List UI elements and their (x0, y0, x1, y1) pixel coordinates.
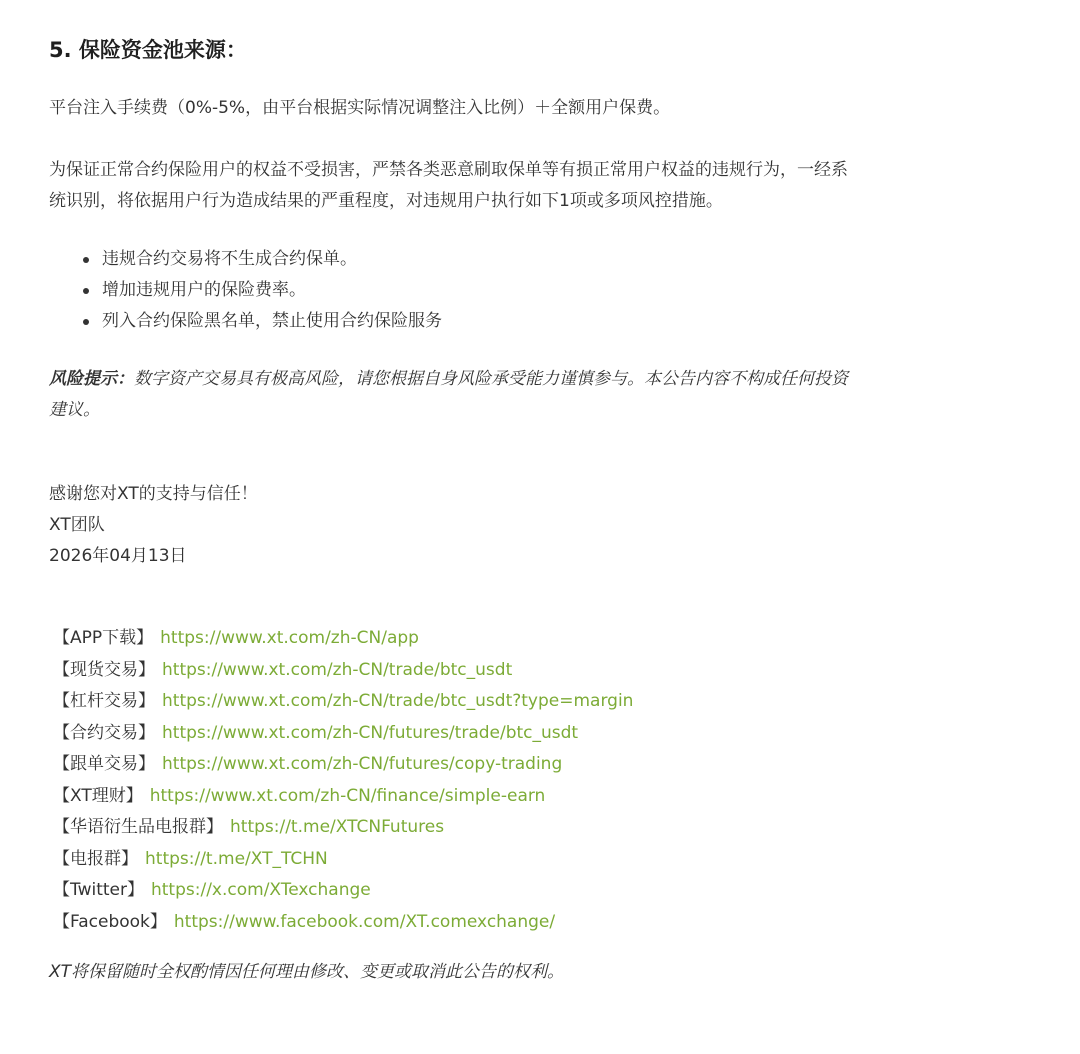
link-label: 【APP下载】 (53, 628, 154, 648)
link-row-copy (53, 749, 633, 781)
simple-earn-link[interactable]: https://www.xt.com/zh-CN/finance/simple-earn (149, 785, 546, 806)
list-item (81, 306, 442, 337)
thanks-text: 感谢您对XT的支持与信任！ (49, 484, 258, 504)
bullet-icon (83, 319, 89, 325)
list-item (81, 275, 442, 306)
risk-warning-line-2: 建议。 (49, 400, 100, 420)
risk-warning-text: 数字资产交易具有极高风险，请您根据自身风险承受能力谨慎参与。本公告内容不构成任何投资 (134, 369, 848, 389)
link-label: 【Facebook】 (53, 911, 167, 932)
link-row-telegram (53, 844, 633, 876)
link-row-facebook (53, 907, 633, 939)
link-label: 【Twitter】 (53, 880, 144, 900)
link-row-futures (53, 718, 633, 750)
rules-line-1: 为保证正常合约保险用户的权益不受损害，严禁各类恶意刷取保单等有损正常用户权益的违规行为，一经系 (49, 160, 848, 180)
links-list (53, 623, 633, 938)
twitter-link[interactable]: https://x.com/XTexchange (150, 880, 371, 900)
link-label: 【XT理财】 (53, 785, 143, 806)
link-label: 【杠杆交易】 (53, 691, 155, 711)
announcement-date: 2026年04月13日 (49, 546, 187, 566)
futures-trading-link[interactable]: https://www.xt.com/zh-CN/futures/trade/btc_usdt (162, 722, 579, 743)
link-row-twitter (53, 875, 633, 907)
link-row-cn-telegram (53, 812, 633, 844)
link-row-earn (53, 781, 633, 813)
facebook-link[interactable]: https://www.facebook.com/XT.comexchange/ (173, 911, 556, 932)
bullet-icon (83, 257, 89, 263)
signoff (49, 479, 258, 572)
rules-line-2: 统识别，将依据用户行为造成结果的严重程度，对违规用户执行如下1项或多项风控措施。 (49, 191, 723, 211)
margin-trading-link[interactable]: https://www.xt.com/zh-CN/trade/btc_usdt?type=margin (162, 691, 634, 711)
measure-text: 违规合约交易将不生成合约保单。 (102, 249, 357, 269)
copy-trading-link[interactable]: https://www.xt.com/zh-CN/futures/copy-trading (162, 754, 563, 774)
bullet-icon (83, 288, 89, 294)
link-label: 【华语衍生品电报群】 (53, 817, 223, 837)
rules-paragraph (49, 155, 984, 217)
spot-trading-link[interactable]: https://www.xt.com/zh-CN/trade/btc_usdt (162, 659, 513, 680)
link-label: 【合约交易】 (53, 722, 155, 743)
insurance-fund-source-text: 平台注入手续费（0%-5%，由平台根据实际情况调整注入比例）＋全额用户保费。 (49, 98, 671, 118)
measure-text: 列入合约保险黑名单，禁止使用合约保险服务 (102, 311, 442, 331)
risk-warning-line-1 (49, 364, 984, 395)
measure-text: 增加违规用户的保险费率。 (102, 280, 306, 300)
link-row-margin (53, 686, 633, 718)
link-row-app (53, 623, 633, 655)
section-heading: 5. 保险资金池来源： (49, 38, 247, 62)
list-item (81, 244, 442, 275)
cn-futures-telegram-link[interactable]: https://t.me/XTCNFutures (230, 817, 445, 837)
link-label: 【现货交易】 (53, 659, 155, 680)
telegram-link[interactable]: https://t.me/XT_TCHN (145, 848, 328, 869)
risk-control-measures-list (81, 244, 442, 337)
link-label: 【跟单交易】 (53, 754, 155, 774)
link-label: 【电报群】 (53, 848, 138, 869)
app-download-link[interactable]: https://www.xt.com/zh-CN/app (160, 628, 419, 648)
risk-warning-label: 风险提示： (49, 369, 134, 389)
link-row-spot (53, 655, 633, 687)
disclaimer-text: XT将保留随时全权酌情因任何理由修改、变更或取消此公告的权利。 (49, 962, 565, 982)
team-name: XT团队 (49, 515, 105, 535)
risk-warning (49, 364, 984, 426)
